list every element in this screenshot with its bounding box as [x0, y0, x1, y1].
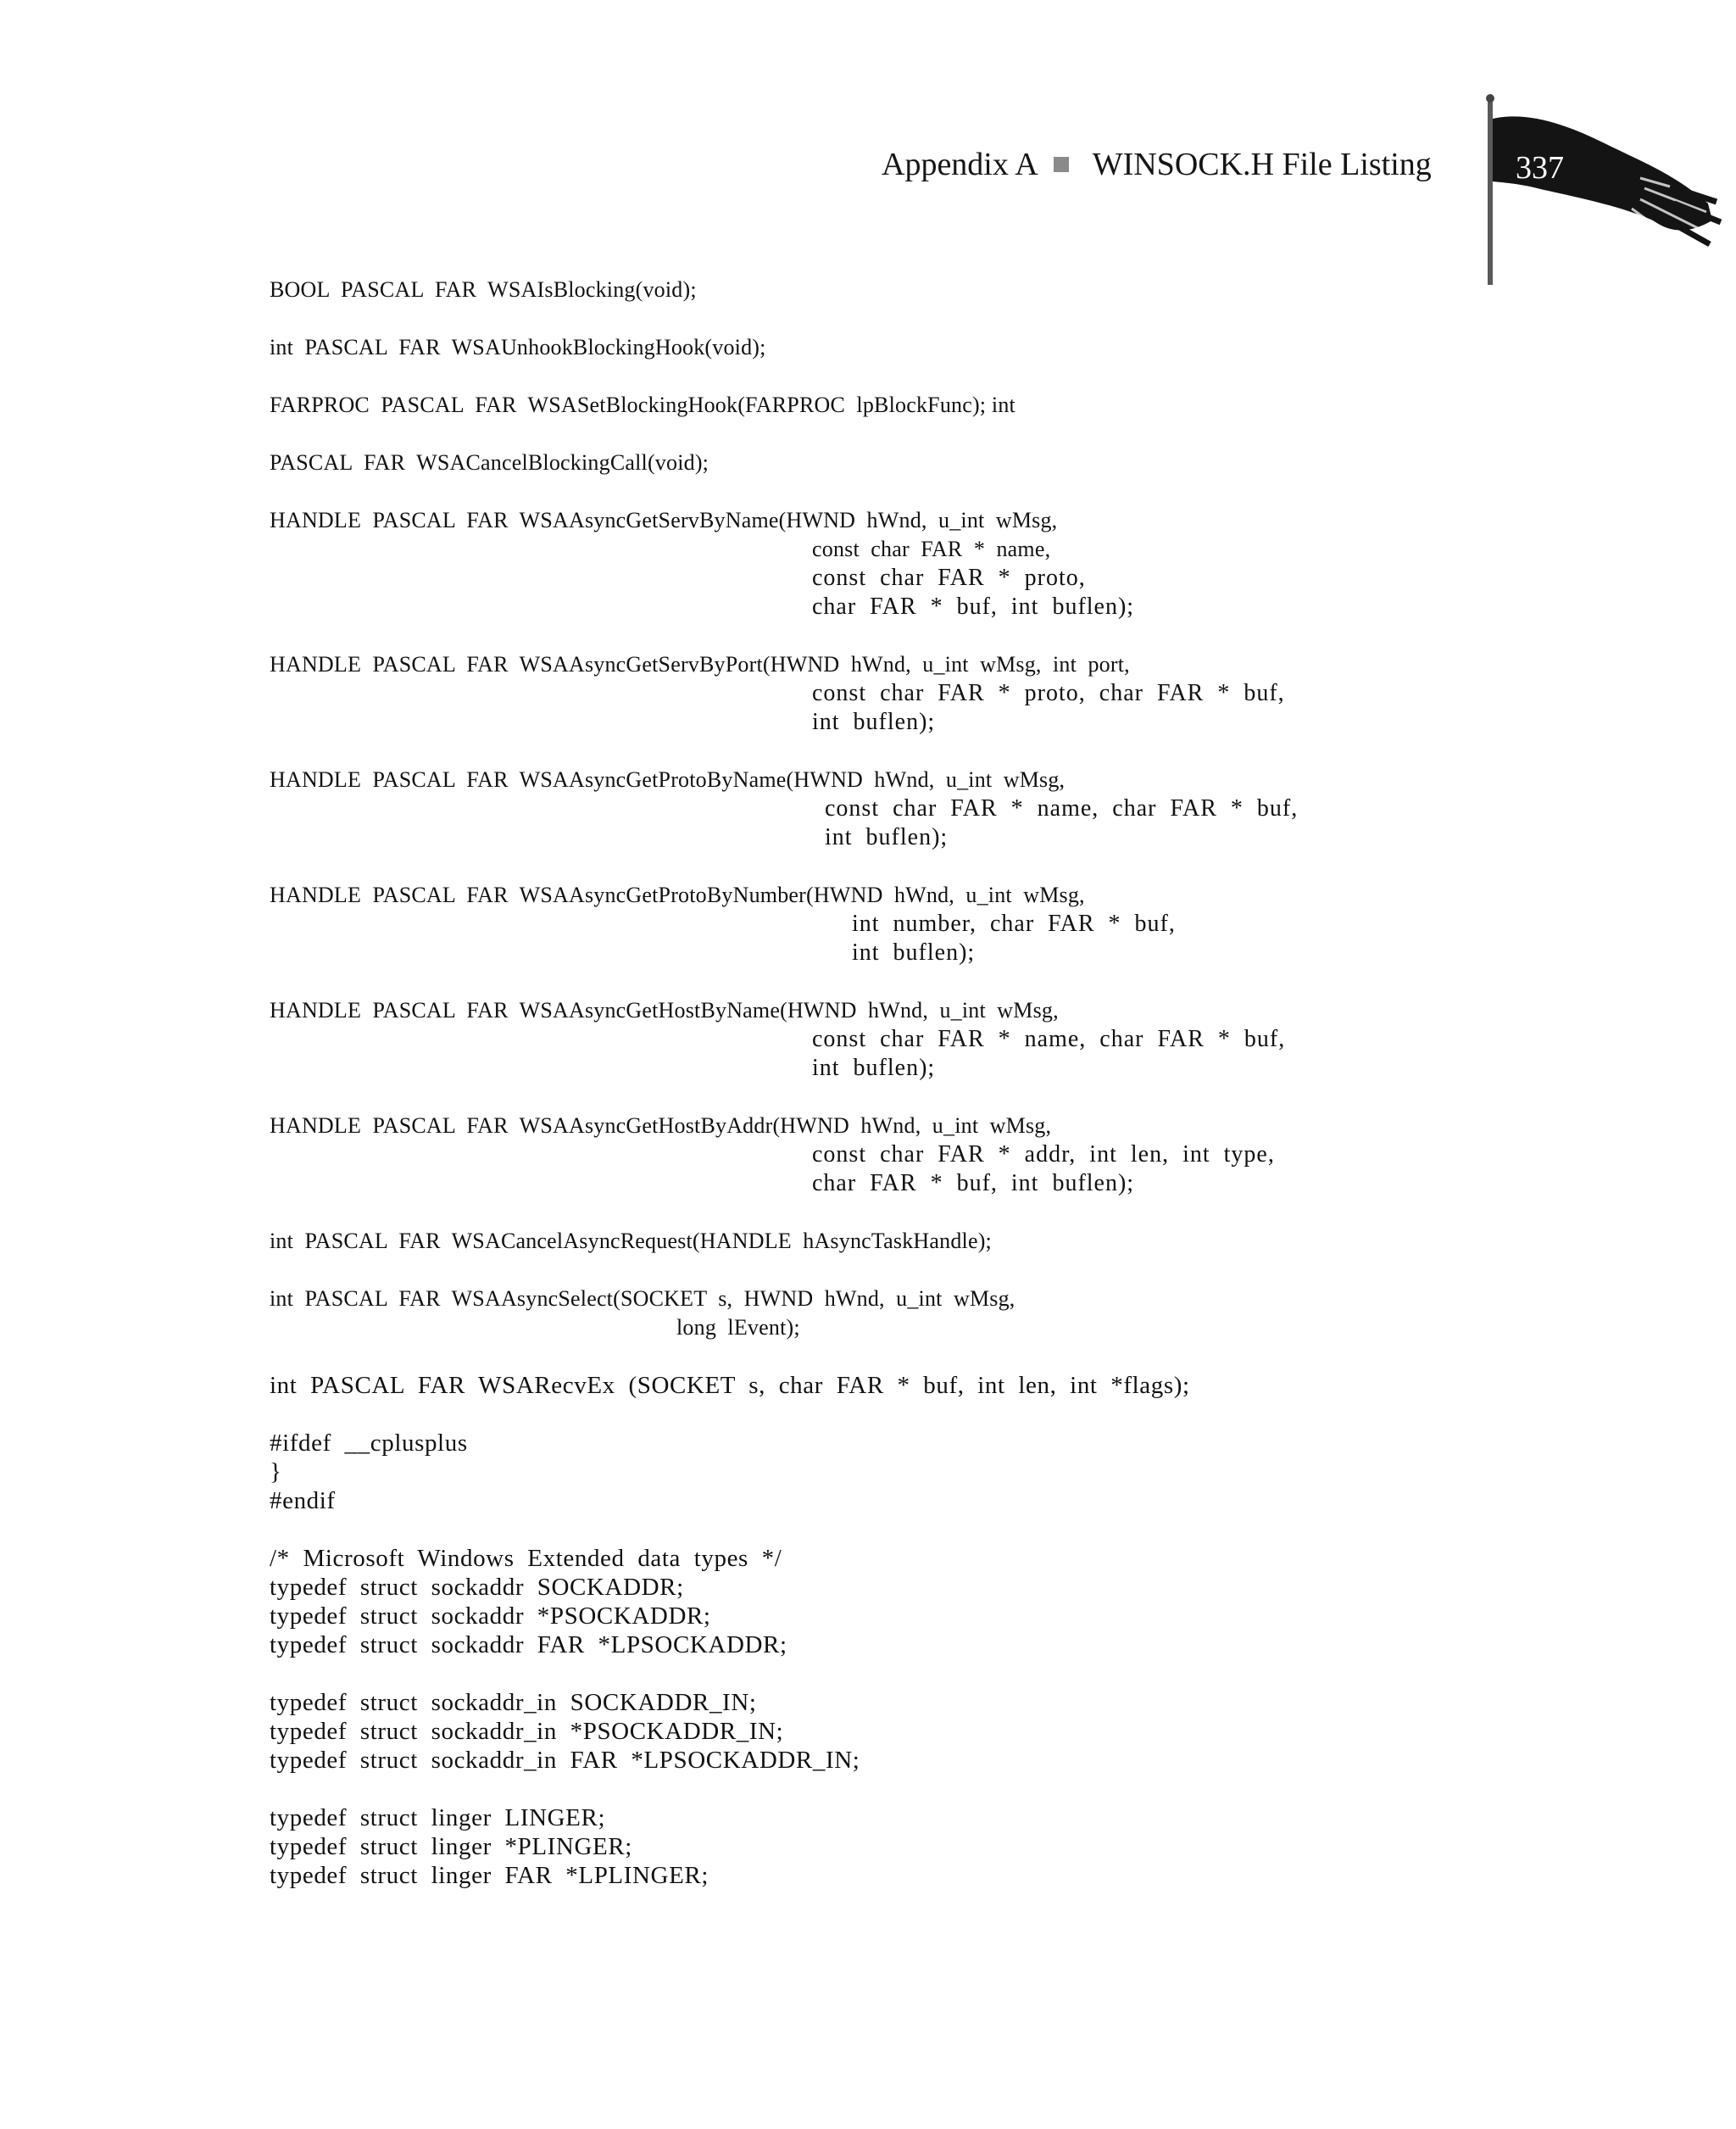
code-line: char FAR * buf, int buflen); — [812, 594, 1135, 620]
code-line: int buflen); — [825, 824, 949, 850]
code-line: HANDLE PASCAL FAR WSAAsyncGetServByPort(HWND hWnd, u_int wMsg, int port, — [270, 652, 1130, 677]
code-line: const char FAR * name, char FAR * buf, — [812, 1026, 1286, 1052]
code-line: #endif — [270, 1487, 336, 1514]
code-line: typedef struct sockaddr FAR *LPSOCKADDR; — [270, 1631, 787, 1658]
code-line: /* Microsoft Windows Extended data types */ — [270, 1545, 782, 1572]
code-line: int PASCAL FAR WSAUnhookBlockingHook(void); — [270, 335, 766, 359]
code-line: const char FAR * name, — [812, 537, 1051, 561]
running-header — [882, 141, 1432, 188]
code-line: typedef struct sockaddr SOCKADDR; — [270, 1574, 684, 1601]
code-line: HANDLE PASCAL FAR WSAAsyncGetHostByName(HWND hWnd, u_int wMsg, — [270, 998, 1059, 1023]
code-line: typedef struct linger *PLINGER; — [270, 1833, 632, 1860]
code-line: typedef struct sockaddr_in *PSOCKADDR_IN; — [270, 1718, 784, 1745]
code-line: const char FAR * proto, — [812, 565, 1086, 591]
code-line: PASCAL FAR WSACancelBlockingCall(void); — [270, 450, 709, 475]
code-line: const char FAR * name, char FAR * buf, — [825, 795, 1299, 822]
code-line: int buflen); — [852, 939, 976, 966]
separator-square-icon — [1054, 157, 1069, 172]
code-line: typedef struct sockaddr_in SOCKADDR_IN; — [270, 1689, 757, 1716]
code-line: FARPROC PASCAL FAR WSASetBlockingHook(FARPROC lpBlockFunc); int — [270, 393, 1015, 417]
code-line: int number, char FAR * buf, — [852, 911, 1176, 937]
section-label: Appendix A — [882, 147, 1038, 182]
code-line: int PASCAL FAR WSACancelAsyncRequest(HANDLE hAsyncTaskHandle); — [270, 1229, 992, 1253]
code-line: int buflen); — [812, 709, 936, 735]
code-line: typedef struct sockaddr *PSOCKADDR; — [270, 1602, 711, 1630]
code-line: } — [270, 1458, 282, 1485]
code-line: HANDLE PASCAL FAR WSAAsyncGetServByName(HWND hWnd, u_int wMsg, — [270, 508, 1058, 532]
header-title: WINSOCK.H File Listing — [1092, 147, 1432, 182]
code-line: HANDLE PASCAL FAR WSAAsyncGetHostByAddr(HWND hWnd, u_int wMsg, — [270, 1113, 1052, 1138]
code-line: #ifdef __cplusplus — [270, 1430, 468, 1457]
code-line: int PASCAL FAR WSAAsyncSelect(SOCKET s, HWND hWnd, u_int wMsg, — [270, 1286, 1015, 1311]
code-line: long lEvent); — [676, 1315, 800, 1340]
code-line: typedef struct linger LINGER; — [270, 1804, 606, 1831]
code-line: HANDLE PASCAL FAR WSAAsyncGetProtoByName(HWND hWnd, u_int wMsg, — [270, 767, 1066, 792]
code-line: int buflen); — [812, 1055, 936, 1081]
code-line: int PASCAL FAR WSARecvEx (SOCKET s, char FAR * buf, int len, int *flags); — [270, 1372, 1190, 1399]
flag-icon — [1471, 93, 1725, 288]
page-number: 337 — [1516, 150, 1564, 186]
code-line: typedef struct linger FAR *LPLINGER; — [270, 1862, 709, 1889]
code-line: const char FAR * addr, int len, int type, — [812, 1141, 1275, 1168]
code-line: HANDLE PASCAL FAR WSAAsyncGetProtoByNumber(HWND hWnd, u_int wMsg, — [270, 883, 1085, 907]
code-line: BOOL PASCAL FAR WSAIsBlocking(void); — [270, 277, 697, 302]
code-line: char FAR * buf, int buflen); — [812, 1170, 1135, 1196]
code-line: const char FAR * proto, char FAR * buf, — [812, 680, 1285, 706]
code-line: typedef struct sockaddr_in FAR *LPSOCKADDR_IN; — [270, 1747, 860, 1774]
